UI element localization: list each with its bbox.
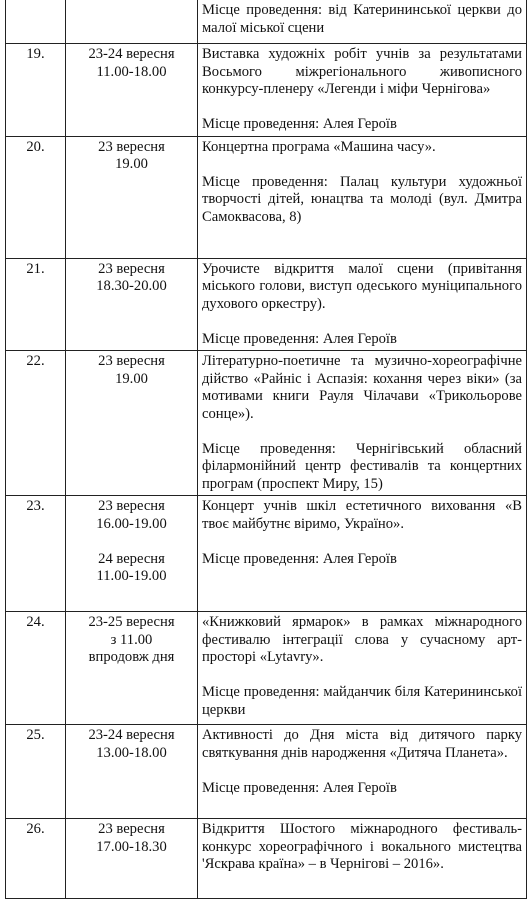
table-row <box>6 258 527 351</box>
table-row <box>6 44 527 137</box>
row-description <box>198 136 527 258</box>
event-venue: Місце проведення: Алея Героїв <box>202 779 397 796</box>
date-line: 23 вересня <box>98 498 165 514</box>
events-table <box>5 0 527 899</box>
row-number: 20. <box>6 136 66 258</box>
date-line: 23 вересня <box>98 260 165 277</box>
row-date-time <box>66 496 198 612</box>
table-row <box>6 351 527 496</box>
events-table-body <box>6 0 527 899</box>
row-date-time <box>66 0 198 44</box>
row-number: 21. <box>6 258 66 351</box>
row-number <box>6 0 66 44</box>
row-description <box>198 819 527 899</box>
date-line: 23 вересня <box>98 138 165 155</box>
event-description: Виставка художніх робіт учнів за результатами Восьмого міжрегіонального живописного конкурсу-пленеру «Легенди і міфи Чернігова» <box>202 46 522 97</box>
row-date-time <box>66 136 198 258</box>
row-description <box>198 44 527 137</box>
event-venue: Місце проведення: Алея Героїв <box>202 330 397 347</box>
event-description: Відкриття Шостого міжнародного фестиваль-конкурс хореографічного і вокального мистецтва 'Яскрава країна» – в Чернігові – 2016». <box>202 821 522 872</box>
event-description: Урочисте відкриття малої сцени (привітання міського голови, виступ одеського муніципального духового оркестру). <box>202 260 522 312</box>
row-description <box>198 725 527 819</box>
table-row <box>6 819 527 899</box>
event-description: Літературно-поетичне та музично-хореографічне дійство «Райніс і Аспазія: кохання через віки» (за мотивами книги Рауля Чілачави «Трикольорове сонце»). <box>202 353 522 422</box>
row-description <box>198 351 527 496</box>
row-description <box>198 258 527 351</box>
row-date-time <box>66 612 198 725</box>
row-date-time <box>66 819 198 899</box>
date-line: 23 вересня <box>98 821 165 837</box>
date-line: 11.00-18.00 <box>96 63 167 80</box>
row-description <box>198 0 527 44</box>
row-number: 19. <box>6 44 66 137</box>
row-number: 26. <box>6 819 66 899</box>
row-description <box>198 612 527 725</box>
date-line: 24 вересня <box>98 550 165 567</box>
date-line: впродовж дня <box>88 649 175 665</box>
row-number: 25. <box>6 725 66 819</box>
date-line: 11.00-19.00 <box>96 568 167 584</box>
table-row <box>6 496 527 612</box>
date-line: 16.00-19.00 <box>96 515 167 532</box>
row-date-time <box>66 258 198 351</box>
row-number: 22. <box>6 351 66 496</box>
table-row <box>6 136 527 258</box>
event-description: Активності до Дня міста від дитячого парку святкування днів народження «Дитяча Планета». <box>202 727 522 761</box>
date-line: 23 вересня <box>98 353 165 369</box>
event-venue: Місце проведення: від Катерининської церкви до малої міської сцени <box>202 2 522 36</box>
table-row <box>6 0 527 44</box>
date-line: 23-24 вересня <box>88 727 175 743</box>
event-description: «Книжковий ярмарок» в рамках міжнародного фестивалю інтеграції слова у сучасному арт-просторі «Lytavry». <box>202 614 522 665</box>
date-line: 23-24 вересня <box>88 46 175 62</box>
date-line: 19.00 <box>115 156 148 172</box>
row-date-time <box>66 44 198 137</box>
date-line: 13.00-18.00 <box>96 744 167 761</box>
event-venue: Місце проведення: Палац культури художньої творчості дітей, юнацтва та молоді (вул. Дмитра Самоквасова, 8) <box>202 173 522 225</box>
row-description <box>198 496 527 612</box>
event-venue: Місце проведення: майданчик біля Катерининської церкви <box>202 684 522 718</box>
row-number: 24. <box>6 612 66 725</box>
event-venue: Місце проведення: Алея Героїв <box>202 116 397 132</box>
date-line: 23-25 вересня <box>88 614 175 630</box>
event-venue: Місце проведення: Алея Героїв <box>202 550 397 567</box>
event-venue: Місце проведення: Чернігівський обласний філармонійний центр фестивалів та концертних програм (проспект Миру, 15) <box>202 440 522 492</box>
row-number: 23. <box>6 496 66 612</box>
row-date-time <box>66 725 198 819</box>
date-line: 17.00-18.30 <box>96 838 167 855</box>
event-description: Концертна програма «Машина часу». <box>202 138 436 155</box>
event-description: Концерт учнів шкіл естетичного виховання «В твоє майбутнє віримо, Україно». <box>202 498 522 532</box>
date-line: 18.30-20.00 <box>96 278 167 294</box>
table-row <box>6 612 527 725</box>
table-row <box>6 725 527 819</box>
row-date-time <box>66 351 198 496</box>
date-line: з 11.00 <box>110 631 153 648</box>
date-line: 19.00 <box>115 370 148 387</box>
